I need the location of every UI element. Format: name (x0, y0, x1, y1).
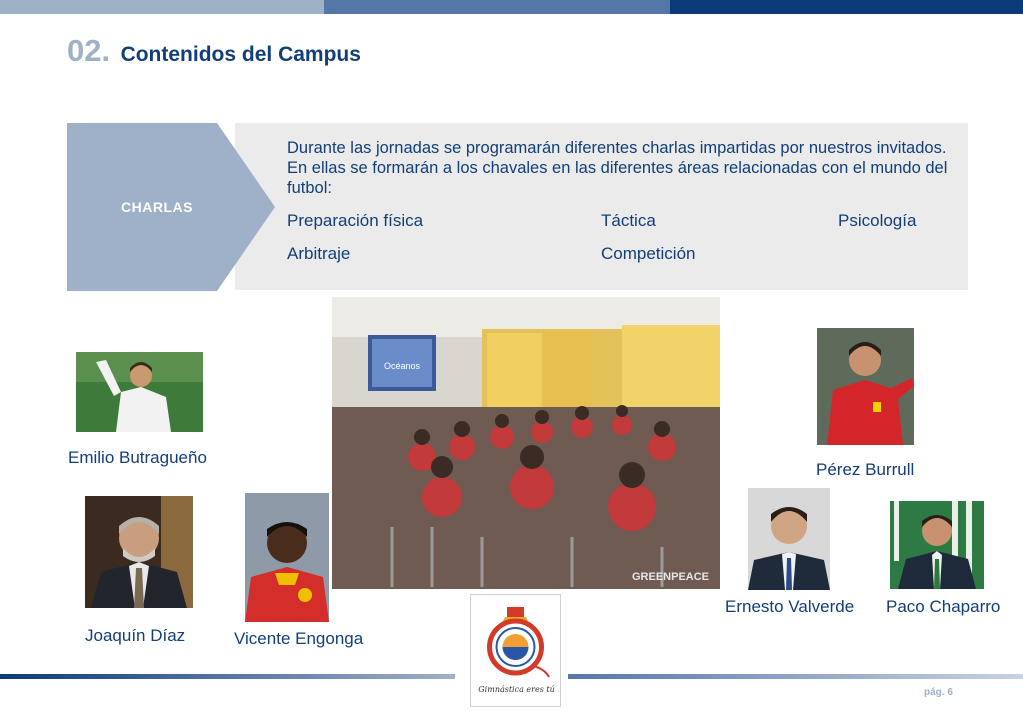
page-title (67, 33, 361, 69)
section-number: 02. (67, 33, 111, 68)
top-bar-segment-2 (324, 0, 670, 14)
topic-arbitraje: Arbitraje (287, 244, 351, 263)
section-title: Contenidos del Campus (120, 43, 361, 66)
top-bar-segment-1 (0, 0, 324, 14)
section-label: CHARLAS (121, 199, 193, 215)
footer-line-right (568, 674, 1023, 679)
topic-preparacion-fisica: Preparación física (287, 211, 424, 230)
photo-joaquin-diaz (85, 496, 193, 608)
classroom-photo (332, 297, 720, 589)
photo-paco-chaparro (890, 501, 984, 589)
caption-perez-burrull: Pérez Burrull (816, 460, 915, 479)
top-bar-segment-3 (670, 0, 1023, 14)
page-number: pág. 6 (924, 687, 953, 698)
caption-emilio-butragueno: Emilio Butragueño (68, 448, 207, 467)
caption-joaquin-diaz: Joaquín Díaz (85, 626, 186, 645)
topic-psicologia: Psicología (838, 211, 917, 230)
caption-paco-chaparro: Paco Chaparro (886, 597, 1001, 616)
caption-ernesto-valverde: Ernesto Valverde (725, 597, 855, 616)
club-logo (470, 594, 561, 707)
description-text: Durante las jornadas se programarán diferentes charlas impartidas por nuestros invitados. En ellas se formarán a los chavales en las diferentes áreas relacionadas con el mundo del futbol: (287, 139, 948, 197)
logo-slogan: Gimnástica eres tú (478, 685, 555, 694)
footer-line-left (0, 674, 455, 679)
caption-vicente-engonga: Vicente Engonga (234, 629, 364, 648)
topic-competicion: Competición (601, 244, 696, 263)
classroom-watermark: GREENPEACE (632, 571, 710, 583)
topic-tactica: Táctica (601, 211, 656, 230)
photo-vicente-engonga (245, 493, 329, 622)
classroom-screen-text: Océanos (384, 361, 421, 371)
photo-perez-burrull (817, 328, 914, 445)
photo-ernesto-valverde (748, 488, 830, 590)
photo-emilio-butragueno (76, 352, 203, 432)
